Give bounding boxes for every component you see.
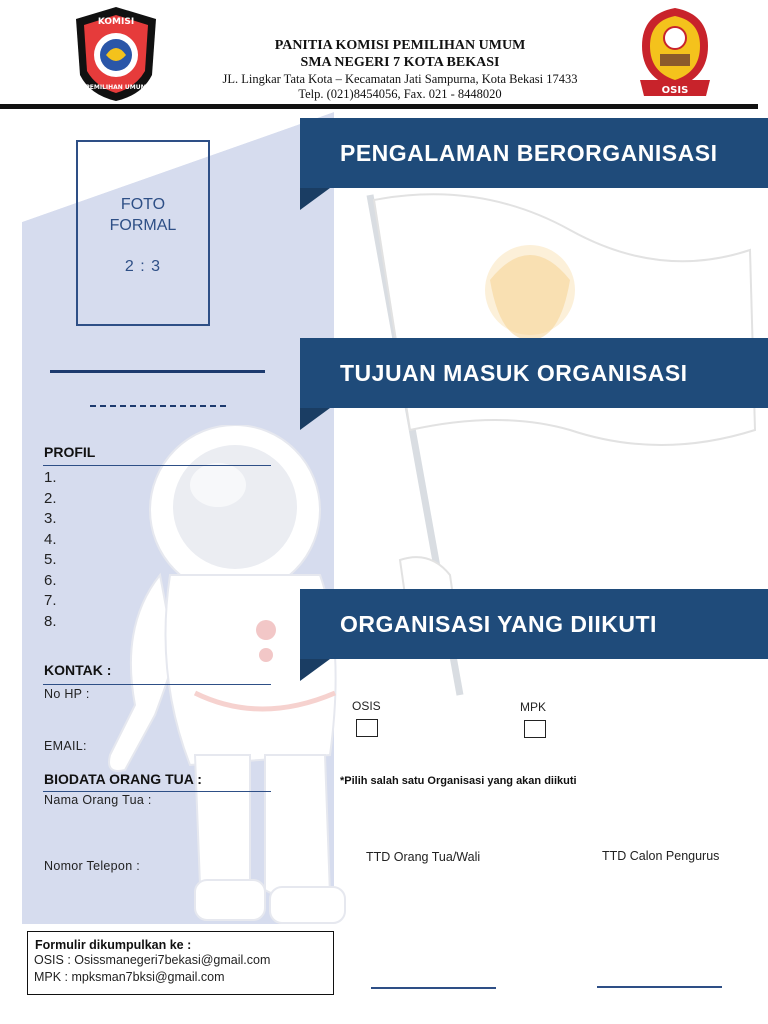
osis-checkbox[interactable] (356, 719, 378, 737)
banner-purpose-label: TUJUAN MASUK ORGANISASI (340, 360, 688, 386)
profile-item: 2. (44, 490, 57, 507)
selection-note: *Pilih salah satu Organisasi yang akan diikuti (340, 775, 577, 787)
kpu-logo (72, 5, 160, 103)
profile-item: 1. (44, 469, 57, 486)
submission-info-box (27, 931, 334, 995)
profile-item: 4. (44, 531, 57, 548)
candidate-signature-line (597, 986, 722, 988)
letterhead-school: SMA NEGERI 7 KOTA BEKASI (300, 55, 500, 70)
submission-title: Formulir dikumpulkan ke : (35, 938, 192, 952)
banner-fold (300, 659, 330, 681)
option-mpk-label: MPK (520, 700, 547, 714)
profile-rule (43, 465, 271, 466)
profile-item: 6. (44, 572, 57, 589)
letterhead-address: JL. Lingkar Tata Kota – Kecamatan Jati Sampurna, Kota Bekasi 17433 (222, 72, 578, 86)
mpk-email: MPK : mpksman7bksi@gmail.com (34, 970, 225, 984)
letterhead-divider (0, 104, 758, 109)
photo-ratio: 2 : 3 (124, 258, 162, 275)
parent-phone-label: Nomor Telepon : (44, 859, 140, 873)
osis-email: OSIS : Osissmanegeri7bekasi@gmail.com (34, 953, 271, 967)
kpu-logo-top-text: KOMISI (97, 17, 135, 27)
contact-rule (43, 684, 271, 685)
banner-experience-label: PENGALAMAN BERORGANISASI (340, 140, 718, 166)
name-line (50, 370, 265, 373)
profile-item: 8. (44, 613, 57, 630)
photo-placeholder (76, 140, 210, 326)
osis-logo (636, 6, 714, 100)
osis-logo-text: OSIS (661, 85, 689, 96)
parent-signature-label: TTD Orang Tua/Wali (366, 850, 481, 864)
option-osis-label: OSIS (352, 699, 381, 713)
profile-item: 7. (44, 592, 57, 609)
photo-label-foto: FOTO (120, 196, 166, 213)
parent-signature-line (371, 987, 496, 989)
candidate-signature-label: TTD Calon Pengurus (602, 849, 720, 863)
nickname-dashed-line (90, 405, 226, 409)
contact-heading: KONTAK : (44, 662, 112, 678)
parents-rule (43, 791, 271, 792)
parents-heading: BIODATA ORANG TUA : (44, 771, 202, 787)
profile-item: 5. (44, 551, 57, 568)
phone-label: No HP : (44, 687, 90, 701)
banner-fold (300, 408, 330, 430)
mpk-checkbox[interactable] (524, 720, 546, 738)
banner-experience (300, 118, 768, 188)
banner-purpose (300, 338, 768, 408)
profile-heading: PROFIL (44, 444, 96, 460)
letterhead-phone: Telp. (021)8454056, Fax. 021 - 8448020 (298, 87, 502, 101)
profile-item: 3. (44, 510, 57, 527)
banner-organization-label: ORGANISASI YANG DIIKUTI (340, 611, 657, 637)
banner-fold (300, 188, 330, 210)
banner-organization (300, 589, 768, 659)
photo-label-formal: FORMAL (109, 217, 177, 234)
parent-name-label: Nama Orang Tua : (44, 793, 152, 807)
email-label: EMAIL: (44, 739, 87, 753)
kpu-logo-bottom-text: PEMILIHAN UMUM (85, 84, 147, 91)
letterhead-title: PANITIA KOMISI PEMILIHAN UMUM (274, 38, 526, 53)
